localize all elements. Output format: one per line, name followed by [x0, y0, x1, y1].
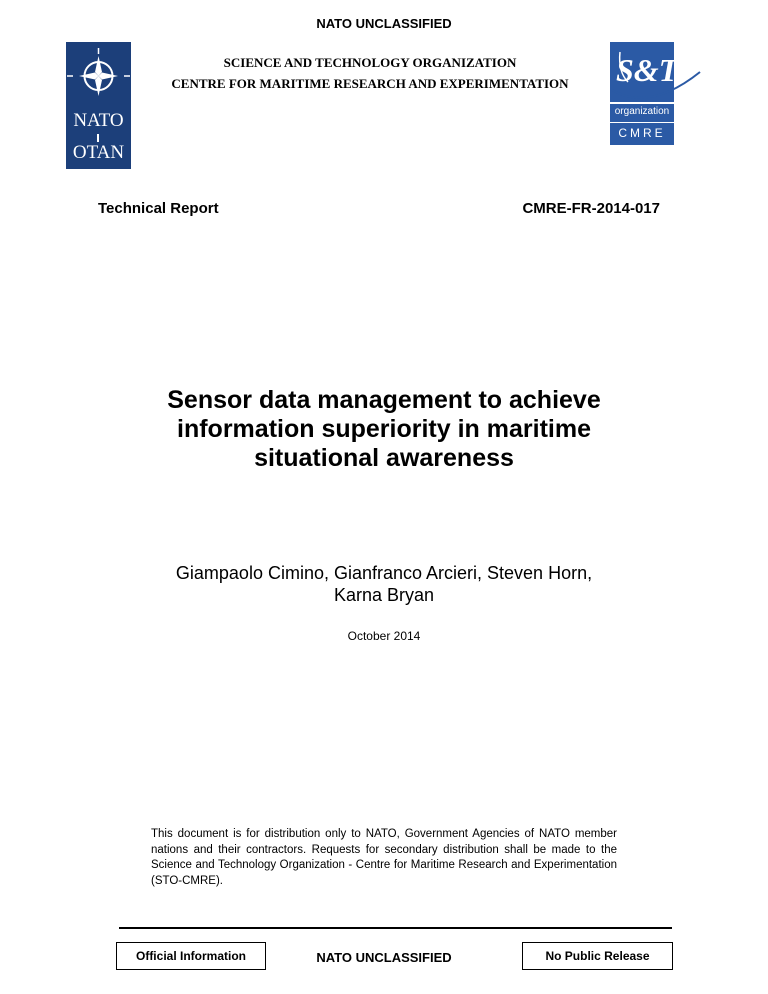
nato-logo-text: NATO — [73, 110, 124, 131]
nato-logo-divider — [97, 134, 99, 142]
cmre-divider — [610, 122, 674, 123]
st-logo-organization: organization — [614, 106, 670, 117]
organization-name: SCIENCE AND TECHNOLOGY ORGANIZATION — [223, 55, 517, 70]
publication-date: October 2014 — [347, 629, 421, 643]
no-public-release-box: No Public Release — [522, 942, 673, 970]
authors — [110, 562, 658, 606]
distribution-notice: This document is for distribution only to NATO, Government Agencies of NATO member nations and their contractors. Requests for secondary distribution shall be made to the Science and Technology Organization - Centre for Maritime Research and Experimentation (STO-CMRE). — [151, 828, 617, 887]
document-title — [100, 386, 668, 473]
title-line: information superiority in maritime — [177, 415, 591, 443]
title-line: Sensor data management to achieve — [167, 386, 601, 414]
footer-rule — [119, 927, 672, 929]
nato-logo — [66, 42, 131, 169]
authors-line: Giampaolo Cimino, Gianfranco Arcieri, Steven Horn, — [175, 563, 593, 583]
report-type: Technical Report — [98, 200, 219, 217]
report-number: CMRE-FR-2014-017 — [522, 200, 660, 217]
authors-line: Karna Bryan — [333, 585, 435, 605]
otan-logo-text: OTAN — [72, 142, 125, 163]
nato-compass-star-icon — [66, 42, 131, 107]
official-information-box: Official Information — [116, 942, 266, 970]
st-cmre-logo — [610, 42, 702, 145]
classification-footer: NATO UNCLASSIFIED — [316, 950, 452, 965]
cmre-text: CMRE — [618, 126, 666, 140]
st-logo-text: S&T — [616, 52, 679, 88]
classification-header: NATO UNCLASSIFIED — [316, 16, 452, 31]
title-line: situational awareness — [254, 444, 514, 472]
centre-name: CENTRE FOR MARITIME RESEARCH AND EXPERIMENTATION — [171, 76, 569, 91]
